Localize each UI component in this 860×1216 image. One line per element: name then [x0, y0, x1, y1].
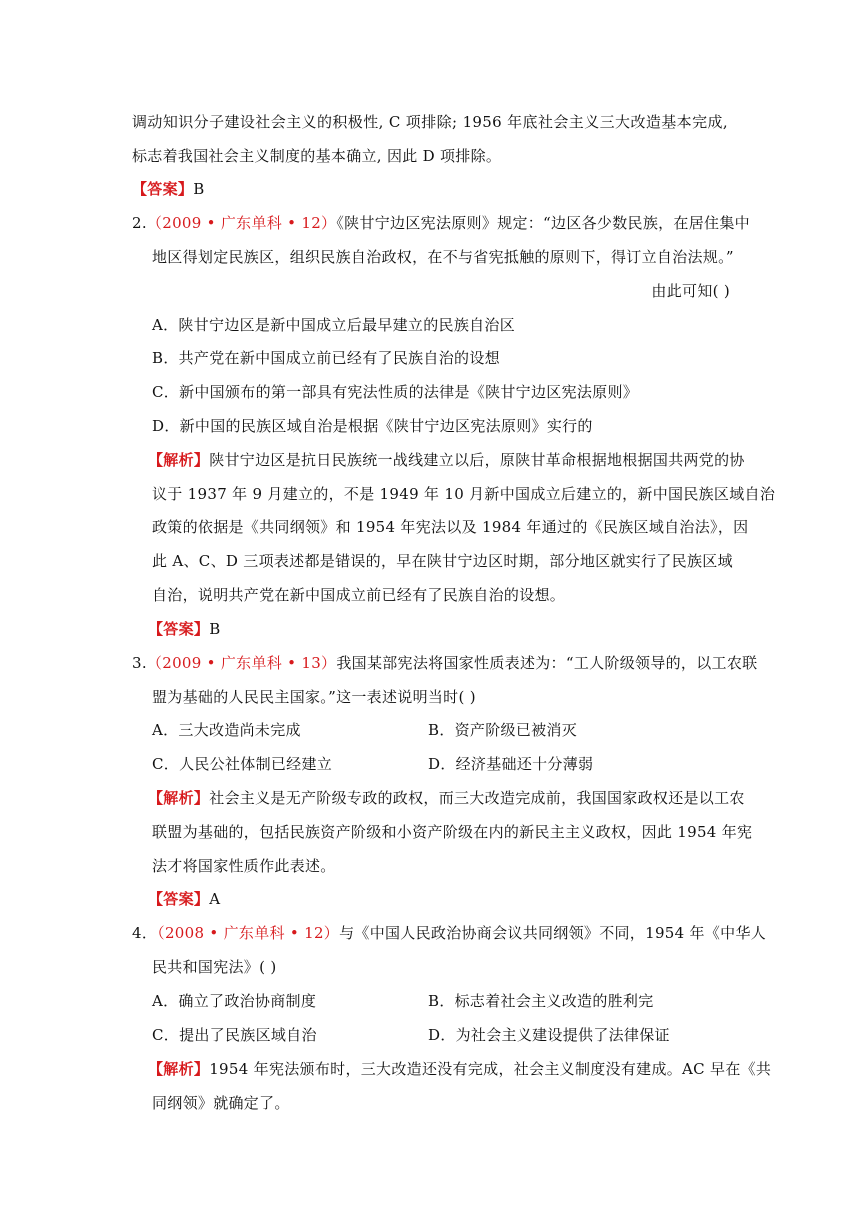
q2-option-a: A．陕甘宁边区是新中国成立后最早建立的民族自治区 [152, 316, 516, 334]
q3-stem-line-1 [132, 653, 758, 673]
intro-answer [132, 179, 205, 199]
q3-option-d: D．经济基础还十分薄弱 [428, 755, 594, 773]
q2-option-c: C．新中国颁布的第一部具有宪法性质的法律是《陕甘宁边区宪法原则》 [152, 383, 639, 401]
q4-option-c: C．提出了民族区域自治 [152, 1026, 317, 1044]
q3-stem-line-2: 盟为基础的人民民主国家。”这一表述说明当时( ) [152, 688, 476, 706]
intro-line-2: 标志着我国社会主义制度的基本确立, 因此 D 项排除。 [132, 147, 502, 165]
q2-option-d: D．新中国的民族区域自治是根据《陕甘宁边区宪法原则》实行的 [152, 417, 593, 435]
q2-analysis-line-2: 议于 1937 年 9 月建立的，不是 1949 年 10 月新中国成立后建立的，新中国民族区域自治 [152, 485, 776, 503]
q3-answer-value: A [209, 890, 221, 908]
q3-option-c: C．人民公社体制已经建立 [152, 755, 333, 773]
answer-value: B [193, 180, 205, 198]
q2-stem-text: 《陕甘宁边区宪法原则》规定：“边区各少数民族，在居住集中 [336, 214, 750, 232]
q4-analysis-text-1: 1954 年宪法颁布时，三大改造还没有完成，社会主义制度没有建成。AC 早在《共 [209, 1060, 772, 1078]
q3-analysis-text-1: 社会主义是无产阶级专政的政权，而三大改造完成前，我国国家政权还是以工农 [209, 789, 745, 807]
q2-analysis-line-5: 自治，说明共产党在新中国成立前已经有了民族自治的设想。 [152, 586, 566, 604]
q2-analysis-line-1 [148, 450, 745, 470]
q4-stem-line-1 [132, 923, 767, 943]
q2-source: （2009 • 广东单科 • 12） [146, 214, 337, 232]
q2-answer-tag: 【答案】 [148, 620, 210, 638]
q3-stem-text: 我国某部宪法将国家性质表述为：“工人阶级领导的，以工农联 [336, 654, 758, 672]
q3-option-b: B．资产阶级已被消灭 [428, 721, 578, 739]
q2-number: 2. [132, 214, 147, 232]
q3-analysis-tag: 【解析】 [148, 789, 210, 807]
q2-analysis-tag: 【解析】 [148, 451, 210, 469]
q4-analysis-line-2: 同纲领》就确定了。 [152, 1094, 290, 1112]
q3-answer-tag: 【答案】 [148, 890, 210, 908]
q2-answer-value: B [209, 620, 221, 638]
q3-analysis-line-1 [148, 788, 745, 808]
q4-option-d: D．为社会主义建设提供了法律保证 [428, 1026, 670, 1044]
q4-number: 4． [132, 924, 158, 942]
q2-option-b: B．共产党在新中国成立前已经有了民族自治的设想 [152, 349, 500, 367]
q2-stem-line-2: 地区得划定民族区，组织民族自治政权，在不与省宪抵触的原则下，得订立自治法规。” [152, 248, 734, 266]
q3-analysis-line-2: 联盟为基础的，包括民族资产阶级和小资产阶级在内的新民主主义政权，因此 1954 年宪 [152, 823, 753, 841]
q4-stem-text: 与《中国人民政治协商会议共同纲领》不同，1954 年《中华人 [339, 924, 767, 942]
answer-tag: 【答案】 [132, 180, 194, 198]
q2-analysis-line-3: 政策的依据是《共同纲领》和 1954 年宪法以及 1984 年通过的《民族区域自治法》，因 [152, 518, 749, 536]
q2-analysis-text-1: 陕甘宁边区是抗日民族统一战线建立以后，原陕甘革命根据地根据国共两党的协 [209, 451, 745, 469]
q3-analysis-line-3: 法才将国家性质作此表述。 [152, 857, 336, 875]
q4-source: （2008 • 广东单科 • 12） [157, 924, 340, 942]
q4-analysis-line-1 [148, 1059, 772, 1079]
q2-analysis-line-4: 此 A、C、D 三项表述都是错误的，早在陕甘宁边区时期，部分地区就实行了民族区域 [152, 552, 733, 570]
q3-option-a: A．三大改造尚未完成 [152, 721, 301, 739]
q4-option-a: A．确立了政治协商制度 [152, 992, 317, 1010]
q4-stem-line-2: 民共和国宪法》( ) [152, 958, 277, 976]
q3-number: 3. [132, 654, 147, 672]
q4-option-b: B．标志着社会主义改造的胜利完 [428, 992, 654, 1010]
q2-answer [148, 619, 221, 639]
q3-source: （2009 • 广东单科 • 13） [146, 654, 337, 672]
q3-answer [148, 889, 220, 909]
q2-stem-line-3: 由此可知( ) [651, 282, 730, 300]
intro-line-1: 调动知识分子建设社会主义的积极性, C 项排除; 1956 年底社会主义三大改造基本完成, [132, 113, 728, 131]
q4-analysis-tag: 【解析】 [148, 1060, 210, 1078]
q2-stem-line-1 [132, 213, 750, 233]
